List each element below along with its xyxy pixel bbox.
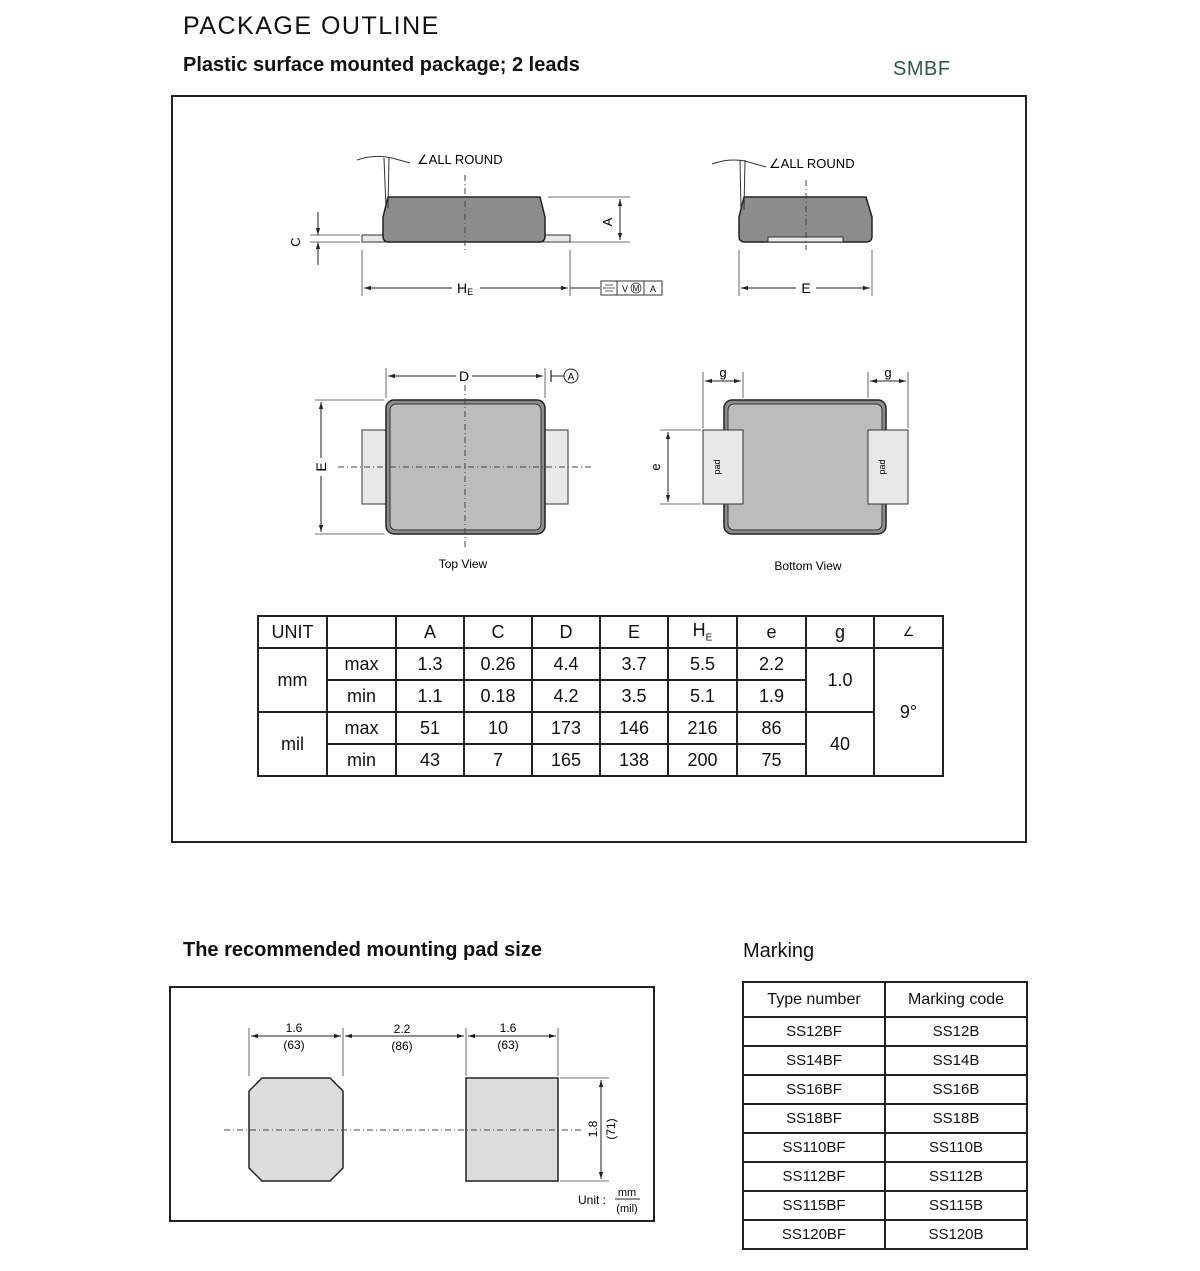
w2-mm-label: 1.6 (499, 1021, 517, 1035)
dimensions-table (257, 615, 944, 777)
header-cell-he: $H_E$ (668, 616, 737, 648)
h-mm-label: 1.8 (586, 1120, 600, 1138)
table-cell: 86 (737, 712, 806, 744)
angle-cell: 9° (874, 648, 943, 776)
code-cell: SS110B (885, 1133, 1027, 1162)
table-cell: 4.4 (532, 648, 600, 680)
table-row (743, 1191, 1027, 1220)
table-cell: 51 (396, 712, 464, 744)
marking-title: Marking (743, 940, 815, 962)
type-cell: SS16BF (743, 1075, 885, 1104)
marking-table (742, 981, 1028, 1250)
dim-d-label: D (458, 368, 470, 384)
dim-a-label: A (600, 217, 615, 227)
page-title: PACKAGE OUTLINE (183, 12, 440, 40)
table-cell: 7 (464, 744, 532, 776)
table-cell: 1.9 (737, 680, 806, 712)
h-mil-label: (71) (604, 1118, 618, 1140)
table-cell: 4.2 (532, 680, 600, 712)
header-cell: ∠ (874, 616, 943, 648)
header-cell: UNIT (258, 616, 327, 648)
header-cell (327, 616, 396, 648)
all-round-label: ∠ALL ROUND (417, 152, 503, 167)
w1-mil-label: (63) (283, 1038, 305, 1052)
table-cell: 43 (396, 744, 464, 776)
top-view (313, 368, 592, 571)
table-row (743, 1046, 1027, 1075)
header-cell: E (600, 616, 668, 648)
header-cell: A (396, 616, 464, 648)
table-row (743, 1162, 1027, 1191)
dim-c-label: C (288, 237, 303, 247)
table-row (258, 648, 943, 680)
col-code-header: Marking code (885, 982, 1027, 1017)
feature-control-frame (601, 281, 662, 295)
table-row (743, 1075, 1027, 1104)
dim-e-label: E (801, 280, 811, 296)
table-row (743, 1104, 1027, 1133)
table-cell: 216 (668, 712, 737, 744)
type-cell: SS110BF (743, 1133, 885, 1162)
unit-mm: mm (258, 648, 327, 712)
datum-a-label: A (567, 372, 575, 383)
table-header-row (258, 616, 943, 648)
unit-mil: mil (258, 712, 327, 776)
w1-mm-label: 1.6 (285, 1021, 303, 1035)
type-cell: SS115BF (743, 1191, 885, 1220)
w2-mil-label: (63) (497, 1038, 519, 1052)
g-mil-cell: 40 (806, 712, 874, 776)
table-cell: 1.1 (396, 680, 464, 712)
code-cell: SS120B (885, 1220, 1027, 1249)
unit-label: Unit : (578, 1193, 607, 1207)
type-cell: SS112BF (743, 1162, 885, 1191)
page-subtitle: Plastic surface mounted package; 2 leads (183, 54, 580, 76)
row-label: min (327, 680, 396, 712)
table-cell: 10 (464, 712, 532, 744)
col-type-header: Type number (743, 982, 885, 1017)
package-name: SMBF (893, 58, 951, 80)
table-cell: 0.18 (464, 680, 532, 712)
type-cell: SS12BF (743, 1017, 885, 1046)
gap-mil-label: (86) (391, 1039, 413, 1053)
bottom-view-caption: Bottom View (774, 559, 842, 573)
header-cell: g (806, 616, 874, 648)
table-row (258, 712, 943, 744)
svg-text:V: V (622, 284, 629, 294)
table-cell: 173 (532, 712, 600, 744)
top-view-caption: Top View (438, 557, 488, 571)
code-cell: SS115B (885, 1191, 1027, 1220)
table-row (743, 1133, 1027, 1162)
marking-header-row (743, 982, 1027, 1017)
code-cell: SS18B (885, 1104, 1027, 1133)
row-label: min (327, 744, 396, 776)
svg-text:A: A (650, 284, 657, 294)
bottom-view (648, 365, 908, 573)
table-row (743, 1220, 1027, 1249)
code-cell: SS12B (885, 1017, 1027, 1046)
table-cell: 165 (532, 744, 600, 776)
mounting-pad-drawing (169, 986, 655, 1222)
code-cell: SS14B (885, 1046, 1027, 1075)
type-cell: SS120BF (743, 1220, 885, 1249)
type-cell: SS18BF (743, 1104, 885, 1133)
header-cell: e (737, 616, 806, 648)
code-cell: SS112B (885, 1162, 1027, 1191)
table-cell: 3.7 (600, 648, 668, 680)
side-view-right (712, 156, 872, 296)
type-cell: SS14BF (743, 1046, 885, 1075)
table-cell: 3.5 (600, 680, 668, 712)
pad-label-right: pad (877, 459, 887, 475)
unit-bottom: (mil) (616, 1203, 638, 1215)
table-cell: 75 (737, 744, 806, 776)
code-cell: SS16B (885, 1075, 1027, 1104)
svg-text:M: M (632, 284, 640, 293)
gap-mm-label: 2.2 (393, 1022, 411, 1036)
table-cell: 138 (600, 744, 668, 776)
package-outline-drawing (0, 0, 1200, 620)
pad-label-left: pad (712, 459, 722, 475)
table-cell: 5.5 (668, 648, 737, 680)
dim-g-right-label: g (884, 365, 892, 380)
g-mm-cell: 1.0 (806, 648, 874, 712)
dim-g-left-label: g (719, 365, 727, 380)
table-cell: 200 (668, 744, 737, 776)
side-view-left (288, 152, 662, 297)
table-cell: 1.3 (396, 648, 464, 680)
dim-e-top-label: E (313, 462, 329, 472)
table-cell: 5.1 (668, 680, 737, 712)
table-row (743, 1017, 1027, 1046)
header-cell: C (464, 616, 532, 648)
header-cell: D (532, 616, 600, 648)
row-label: max (327, 712, 396, 744)
table-cell: 2.2 (737, 648, 806, 680)
dim-he-label: HE (457, 280, 474, 297)
row-label: max (327, 648, 396, 680)
dim-e-pitch-label: e (648, 463, 663, 471)
table-cell: 146 (600, 712, 668, 744)
mounting-pad-title: The recommended mounting pad size (183, 939, 542, 961)
all-round-label-right: ∠ALL ROUND (769, 156, 855, 171)
table-cell: 0.26 (464, 648, 532, 680)
unit-top: mm (617, 1187, 637, 1199)
